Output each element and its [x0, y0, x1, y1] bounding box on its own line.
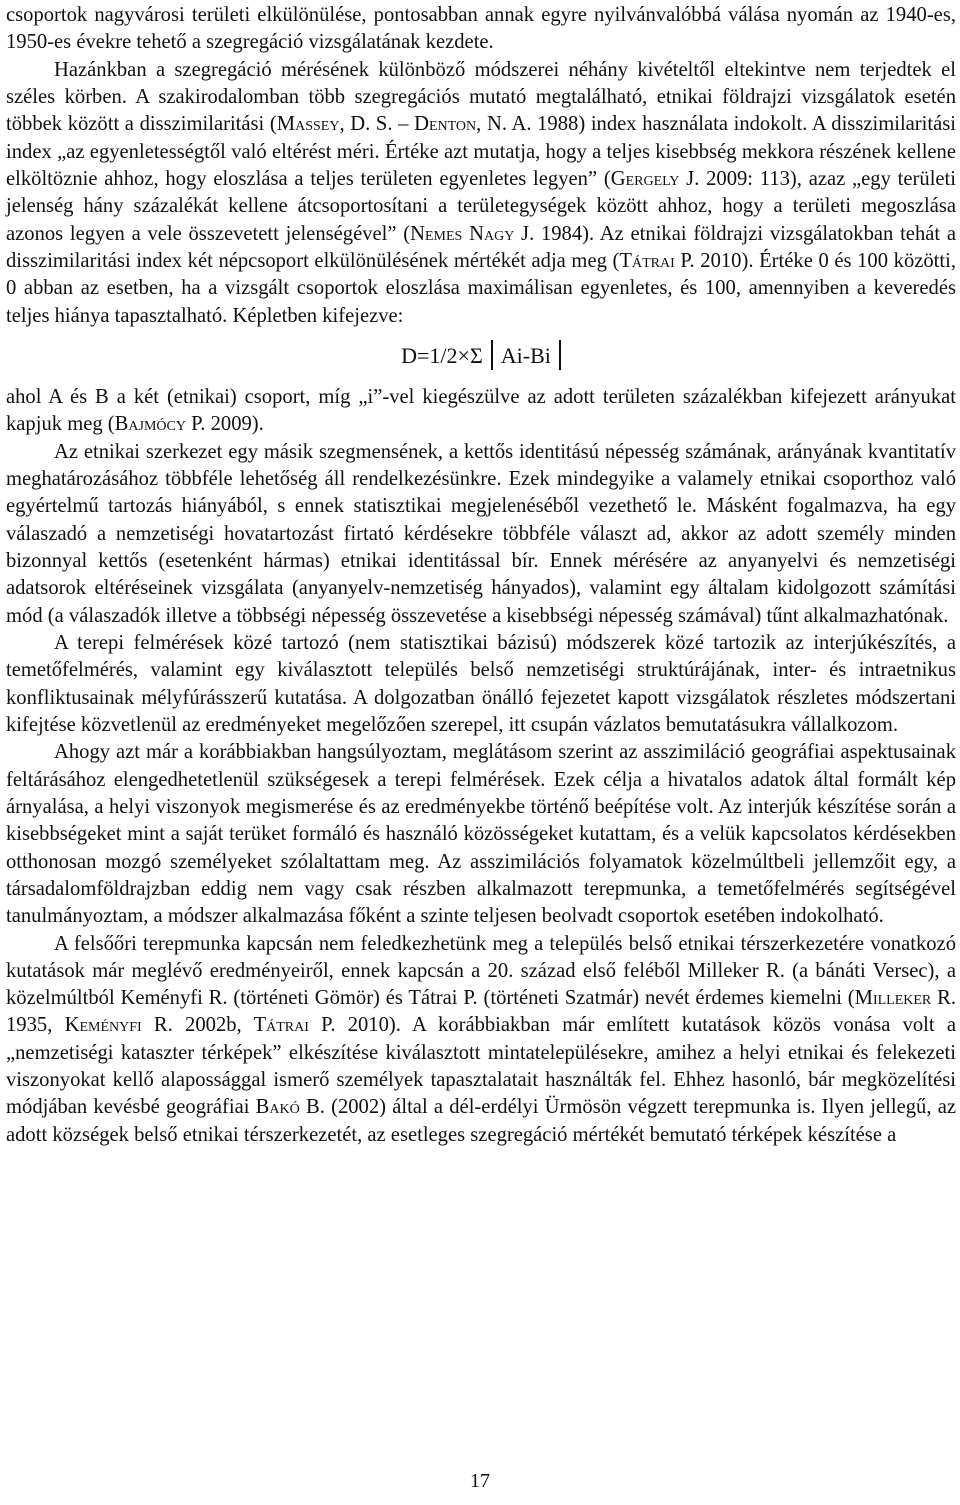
paragraph-text: P. 2010). A korábbiakban már említett kutatások közös vonása volt a „nemzetiségi kataszter térképek” elkészítése kiválasztott mintatelepülésekre, amihez a helyi etnikai és felekezeti viszonyokat kellő alapossággal ismerő személyek tapasztalatait használták fel. Ehhez hasonló, bár megközelítési módjában kevésbé geográfiai B	[6, 1014, 957, 1119]
paragraph-text: , D. S. – D	[339, 113, 429, 136]
paragraph-4	[6, 439, 956, 630]
author-name: akó	[269, 1096, 300, 1119]
paragraph-text: ahol A és B a két (etnikai) csoport, míg „i”-vel kiegészülve az adott területen százalékban kifejezett arányukat kapjuk meg (B	[6, 385, 956, 436]
author-name: illeker	[872, 987, 932, 1010]
page-number: 17	[470, 1470, 490, 1492]
paragraph-6	[6, 739, 956, 930]
document-page	[6, 2, 956, 1149]
paragraph-text: Hazánkban a szegregáció mérésének különböző módszerei néhány kivételtől eltekintve nem terjedtek el széles körben. A szakirodalomban több szegregációs mutató megtalálható, etnikai földrajzi vizsgálatok esetén többek között a disszimilaritási (M	[6, 58, 956, 136]
paragraph-text: A terepi felmérések közé tartozó (nem statisztikai bázisú) módszerek közé tartozik az interjúkészítés, a temetőfelmérés, valamint egy kiválasztott település belső nemzetiségi struktúrájának, inter- és intraetnikus konfliktusainak mélyfúrásszerű kutatása. A dolgozatban önálló fejezetet kapott vizsgálatok részletes módszertani kifejtése közvetlenül az eredményeket megelőzően szerepel, itt csupán vázlatos bemutatásukra vállalkozom.	[6, 631, 956, 736]
abs-bar-left	[491, 340, 493, 370]
paragraph-text: J. 1984). Az etnikai földrajzi vizsgálatokban tehát a disszimilaritási index két népcsoport elkülönülésének mértékét adja meg (T	[6, 222, 956, 272]
author-name: assey	[295, 113, 340, 136]
author-name: ajmócy	[128, 413, 186, 436]
paragraph-5	[6, 630, 956, 739]
dissimilarity-formula	[6, 338, 956, 374]
formula-left: D=1/2×Σ	[401, 342, 483, 368]
author-name: átrai	[266, 1014, 309, 1037]
paragraph-text: J. 2009: 113), azaz „egy területi jelenség hány százalékát kellene átcsoportosítani a területegységek között ahhoz, hogy a területi megoszlása azonos legyen a vele összevetett jelenségével” (N	[6, 167, 956, 245]
paragraph-text: R. 1935, K	[6, 987, 956, 1037]
author-name: enton	[428, 113, 477, 136]
paragraph-1	[6, 2, 956, 57]
paragraph-text: Az etnikai szerkezet egy másik szegmensének, a kettős identitású népesség számának, arányának kvantitatív meghatározásához többféle lehetőség áll rendelkezésünkre. Ezek mindegyike a valamely etnikai csoporthoz való egyértelmű tartozás hiányából, s ennek statisztikai megjelenéséből vezethető le. Másként fogalmazva, ha egy válaszadó a nemzetiségi hovatartozást firtató kérdésekre többféle választ ad, akkor az adott személy minden bizonnyal kettős (esetenként hármas) etnikai identitással bír. Ennek mérésére az anyanyelvi és nemzetiségi adatsorok eltéréseinek vizsgálata (anyanyelv-nemzetiség hányados), valamint egy általam kidolgozott számítási mód (a válaszadók illetve a többségi népesség összevetése a kisebbségi népesség számával) tűnt alkalmazhatónak.	[6, 440, 956, 627]
paragraph-text: P. 2010). Értéke 0 és 100 közötti, 0 abban az esetben, ha a vizsgált csoportok eloszlása maximálisan egyenletes, és 100, amennyiben a keveredés teljes hiánya tapasztalható. Képletben kifejezve:	[6, 249, 956, 327]
formula-inner: Ai-Bi	[500, 342, 551, 368]
author-name: emes	[425, 222, 463, 245]
paragraph-text: csoportok nagyvárosi területi elkülönülése, pontosabban annak egyre nyilvánvalóbbá válása nyomán az 1940-es, 1950-es évekre tehető a szegregáció vizsgálatának kezdete.	[6, 4, 956, 54]
paragraph-text: R. 2002b, T	[141, 1014, 267, 1037]
paragraph-text: N	[462, 222, 484, 245]
paragraph-text: Ahogy azt már a korábbiakban hangsúlyoztam, meglátásom szerint az asszimiláció geográfiai aspektusainak feltárásához elengedhetetlenül szükségesek a terepi felmérések. Ezek célja a hivatalos adatok által formált kép árnyalása, a helyi viszonyok megismerése és az eredményekbe történő beépítése volt. Az interjúk készítése során a kisebbségeket mint a saját terüket formáló és használó közösségeket kutattam, és a velük kapcsolatos kérdésekben otthonosan mozgó személyeket szólaltattam meg. Az asszimilációs folyamatok közelmúltbeli jellemzőit egy, a társadalomföldrajzban eddig nem vagy csak részben alkalmazott terepmunka, a temetőfelmérés segítségével tanulmányoztam, a módszer alkalmazása főként a szinte teljesen beolvadt csoportok esetében indokolható.	[6, 741, 956, 928]
author-name: ergely	[625, 167, 680, 190]
paragraph-text: , N. A. 1988) index használata indokolt. A disszimilaritási index „az egyenletességtől való eltérést méri. Értéke azt mutatja, hogy a teljes kisebbség mekkora részének kellene elköltöznie ahhoz, hogy eloszlása a teljes területen egyenletes legyen” (G	[6, 113, 956, 190]
author-name: agy	[483, 222, 515, 245]
paragraph-3	[6, 384, 956, 439]
paragraph-text: P. 2009).	[185, 413, 264, 436]
paragraph-2	[6, 57, 956, 330]
paragraph-text: B. (2002) által a dél-erdélyi Ürmösön végzett terepmunka is. Ilyen jellegű, az adott községek belső etnikai térszerkezetét, az esetleges szegregáció mértékét bemutató térképek készítése a	[6, 1096, 956, 1146]
author-name: eményfi	[79, 1014, 142, 1037]
paragraph-text: A felsőőri terepmunka kapcsán nem feledkezhetünk meg a település belső etnikai térszerkezetére vonatkozó kutatások már meglévő eredményeiről, ennek kapcsán a 20. század első feléből Milleker R. (a bánáti Versec), a közelmúltból Keményfi R. (történeti Gömör) és Tátrai P. (történeti Szatmár) nevét érdemes kiemelni (M	[6, 932, 956, 1010]
author-name: átrai	[631, 249, 675, 272]
paragraph-7	[6, 931, 956, 1150]
abs-bar-right	[559, 340, 561, 370]
